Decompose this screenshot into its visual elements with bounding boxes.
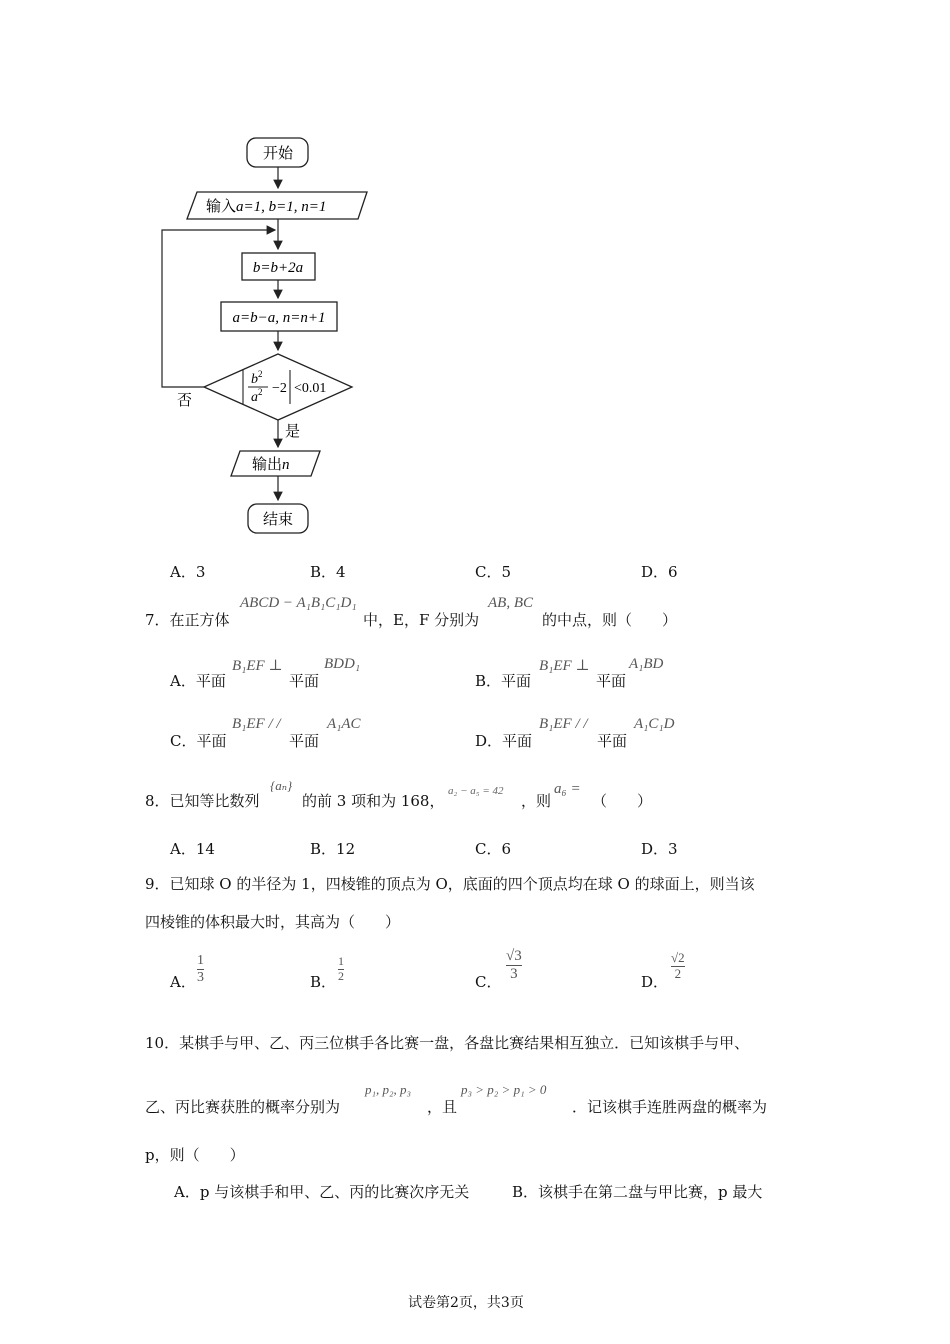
- q10-line2b: ，且: [427, 1098, 458, 1116]
- q7-option-c-rhs: A₁AC: [327, 716, 361, 732]
- q7-option-a-rhs: BDD₁: [324, 656, 361, 672]
- q7-option-b-mid: 平面: [596, 672, 627, 690]
- q7-option-b-label: B．平面: [475, 672, 532, 690]
- output-prefix: 输出: [252, 457, 283, 473]
- svg-text:输入a=1, b=1, n=1: [206, 198, 326, 215]
- q6-option-d: D．6: [641, 563, 678, 581]
- q8-stem-c: ，则: [521, 792, 552, 810]
- q9-option-d-frac: √2 2: [671, 950, 685, 981]
- output-var: n: [282, 457, 290, 473]
- q8-option-c: C．6: [475, 840, 512, 858]
- flowchart: [0, 0, 420, 550]
- yes-label: 是: [285, 424, 301, 440]
- q10-line2a: 乙、丙比赛获胜的概率分别为: [145, 1098, 341, 1116]
- q8-target: a₆ =: [554, 781, 581, 797]
- q7-stem-c: 的中点，则（ ）: [542, 611, 678, 629]
- q7-option-a-lhs: B₁EF ⊥: [232, 658, 283, 674]
- process-step1-label: b=b+2a: [252, 260, 304, 276]
- cond-minus-two: −2: [272, 381, 287, 396]
- q8-stem-b: 的前 3 项和为 168，: [302, 792, 445, 810]
- q8-stem-a: 8．已知等比数列: [145, 792, 260, 810]
- q7-option-c-mid: 平面: [289, 732, 320, 750]
- q10-line3: p，则（ ）: [145, 1146, 245, 1164]
- q6-option-a: A．3: [170, 563, 206, 581]
- q8-option-d: D．3: [641, 840, 678, 858]
- q6-option-c: C．5: [475, 563, 512, 581]
- svg-text:输出n: [252, 456, 290, 473]
- q8-sequence: {aₙ}: [270, 778, 293, 793]
- q9-line2: 四棱锥的体积最大时，其高为（ ）: [145, 913, 401, 931]
- q9-option-a-label: A．: [170, 973, 196, 991]
- q10-option-b: B．该棋手在第二盘与甲比赛，p 最大: [512, 1183, 763, 1201]
- q9-option-d-label: D．: [641, 973, 669, 991]
- q7-cube: ABCD − A₁B₁C₁D₁: [240, 595, 357, 611]
- q9-line1: 9．已知球 O 的半径为 1，四棱锥的顶点为 O，底面的四个顶点均在球 O 的球面上，则当该: [145, 875, 755, 893]
- end-label: 结束: [262, 512, 294, 528]
- q7-option-d-rhs: A₁C₁D: [634, 716, 675, 732]
- q10-probs: p₁, p₂, p₃: [365, 1082, 412, 1097]
- no-label: 否: [177, 393, 193, 409]
- q7-option-a-label: A．平面: [170, 672, 226, 690]
- q7-option-c-label: C．平面: [170, 732, 227, 750]
- q9-option-c-frac: √3 3: [506, 948, 522, 983]
- start-label: 开始: [262, 146, 294, 162]
- q7-option-d-label: D．平面: [475, 732, 533, 750]
- q7-stem-b: 中，E，F 分别为: [363, 611, 480, 629]
- q7-option-c-lhs: B₁EF / /: [232, 716, 281, 732]
- q10-ineq: p₃ > p₂ > p₁ > 0: [461, 1082, 547, 1097]
- q6-option-b: B．4: [310, 563, 346, 581]
- q10-line2c: ．记该棋手连胜两盘的概率为: [572, 1098, 768, 1116]
- q9-option-b-label: B．: [310, 973, 337, 991]
- q10-line1: 10．某棋手与甲、乙、丙三位棋手各比赛一盘，各盘比赛结果相互独立．已知该棋手与甲、: [145, 1034, 750, 1052]
- q9-option-b-frac: 1 2: [338, 954, 344, 983]
- cond-rhs: <0.01: [294, 381, 327, 396]
- q7-option-b-rhs: A₁BD: [629, 656, 664, 672]
- q10-option-a: A．p 与该棋手和甲、乙、丙的比赛次序无关: [174, 1183, 470, 1201]
- cond-numerator: $b^2$: [251, 369, 263, 387]
- process-step2-label: a=b−a, n=n+1: [232, 310, 326, 326]
- q7-option-d-lhs: B₁EF / /: [539, 716, 588, 732]
- q9-option-c-label: C．: [475, 973, 502, 991]
- q7-option-a-mid: 平面: [289, 672, 320, 690]
- cond-denominator: $a^2$: [251, 387, 263, 405]
- input-prefix: 输入: [206, 199, 237, 215]
- q7-option-d-mid: 平面: [597, 732, 628, 750]
- input-expr: a=1, b=1, n=1: [236, 199, 327, 215]
- q9-option-a-frac: 1 3: [197, 953, 204, 986]
- page-footer: 试卷第2页，共3页: [408, 1295, 524, 1311]
- q7-stem-a: 7．在正方体: [145, 611, 230, 629]
- q7-edges: AB, BC: [488, 595, 533, 611]
- q8-option-a: A．14: [170, 840, 215, 858]
- q8-option-b: B．12: [310, 840, 356, 858]
- q8-condition: a₂ − a₅ = 42: [448, 785, 504, 797]
- q8-stem-d: （ ）: [592, 792, 653, 810]
- q7-option-b-lhs: B₁EF ⊥: [539, 658, 590, 674]
